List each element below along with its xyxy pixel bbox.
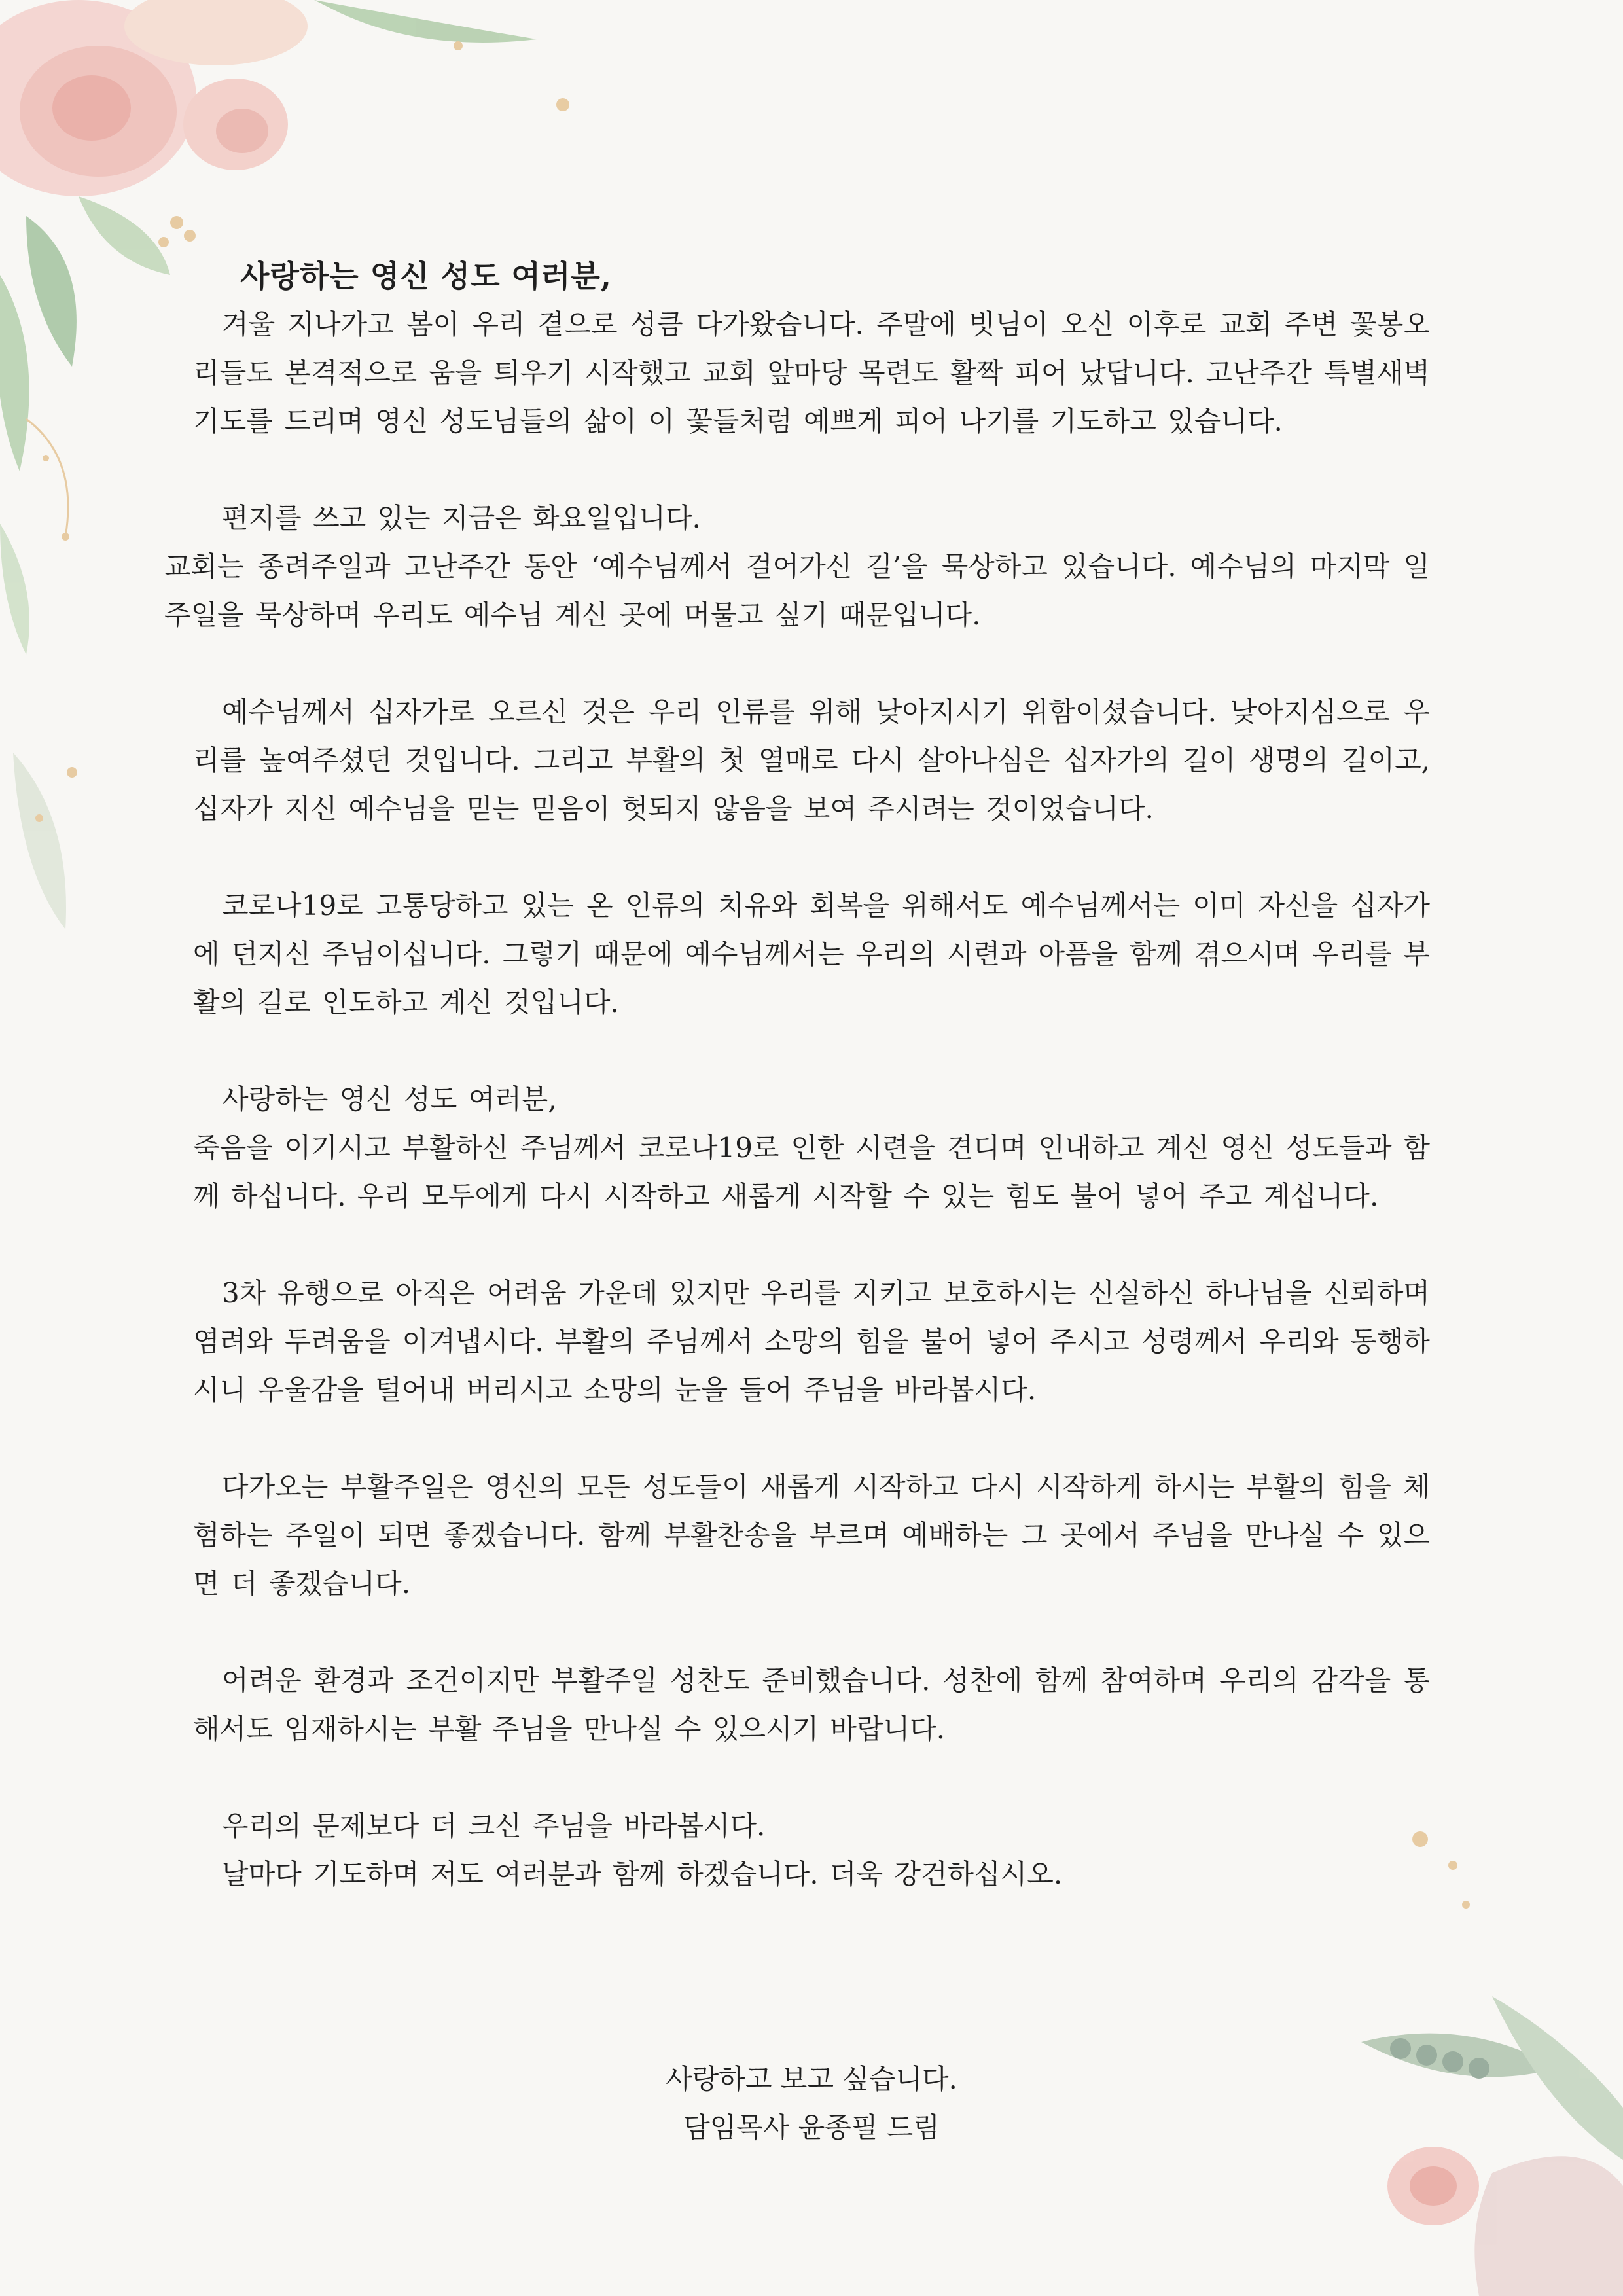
paragraph-6 <box>193 1269 1430 1414</box>
paragraph-text: 교회는 종려주일과 고난주간 동안 ‘예수님께서 걸어가신 길’을 묵상하고 있습니다. 예수님의 마지막 일주일을 묵상하며 우리도 예수님 계신 곳에 머물고 싶기 때문입니다. <box>164 550 1430 631</box>
paragraph-text: 우리의 문제보다 더 크신 주님을 바라봅시다. <box>222 1810 766 1842</box>
paragraph-text: 편지를 쓰고 있는 지금은 화요일입니다. <box>222 502 701 534</box>
paragraph-1 <box>193 300 1430 446</box>
paragraph-5 <box>193 1075 1430 1221</box>
paragraph-text: 예수님께서 십자가로 오르신 것은 우리 인류를 위해 낮아지시기 위함이셨습니다. 낮아지심으로 우리를 높여주셨던 것입니다. 그리고 부활의 첫 열매로 다시 살아나심은 십자가의 길이 생명의 길이고, 십자가 지신 예수님을 믿는 믿음이 헛되지 않음을 보여 주시려는 것이었습니다. <box>193 696 1430 825</box>
letter-closing <box>0 2055 1623 2152</box>
paragraph-text: 죽음을 이기시고 부활하신 주님께서 코로나19로 인한 시련을 견디며 인내하고 계신 영신 성도들과 함께 하십니다. 우리 모두에게 다시 시작하고 새롭게 시작할 수 있는 힘도 불어 넣어 주고 계십니다. <box>193 1132 1430 1212</box>
paragraph-8 <box>193 1657 1430 1753</box>
paragraph-2 <box>164 494 1430 639</box>
paragraph-3 <box>193 688 1430 833</box>
paragraph-text: 코로나19로 고통당하고 있는 온 인류의 치유와 회복을 위해서도 예수님께서는 이미 자신을 십자가에 던지신 주님이십니다. 그렇기 때문에 예수님께서는 우리의 시련과 아픔을 함께 겪으시며 우리를 부활의 길로 인도하고 계신 것입니다. <box>193 889 1430 1018</box>
paragraph-7 <box>193 1463 1430 1608</box>
closing-line: 사랑하고 보고 싶습니다. <box>666 2063 957 2095</box>
paragraph-text: 날마다 기도하며 저도 여러분과 함께 하겠습니다. 더욱 강건하십시오. <box>222 1858 1063 1890</box>
paragraph-text: 어려운 환경과 조건이지만 부활주일 성찬도 준비했습니다. 성찬에 함께 참여하며 우리의 감각을 통해서도 임재하시는 부활 주님을 만나실 수 있으시기 바랍니다. <box>193 1664 1430 1745</box>
paragraph-4 <box>193 882 1430 1027</box>
paragraph-text: 3차 유행으로 아직은 어려움 가운데 있지만 우리를 지키고 보호하시는 신실하신 하나님을 신뢰하며 염려와 두려움을 이겨냅시다. 부활의 주님께서 소망의 힘을 불어 넣어 주시고 성령께서 우리와 동행하시니 우울감을 털어내 버리시고 소망의 눈을 들어 주님을 바라봅시다. <box>193 1277 1430 1406</box>
paragraph-text: 다가오는 부활주일은 영신의 모든 성도들이 새롭게 시작하고 다시 시작하게 하시는 부활의 힘을 체험하는 주일이 되면 좋겠습니다. 함께 부활찬송을 부르며 예배하는 그 곳에서 주님을 만나실 수 있으면 더 좋겠습니다. <box>193 1471 1430 1600</box>
signature: 담임목사 윤종필 드림 <box>683 2111 940 2144</box>
paragraph-text: 겨울 지나가고 봄이 우리 곁으로 성큼 다가왔습니다. 주말에 빗님이 오신 이후로 교회 주변 꽃봉오리들도 본격적으로 움을 틔우기 시작했고 교회 앞마당 목련도 활짝 피어 났답니다. 고난주간 특별새벽기도를 드리며 영신 성도님들의 삶이 이 꽃들처럼 예쁘게 피어 나기를 기도하고 있습니다. <box>193 308 1430 437</box>
letter-body <box>164 252 1430 1899</box>
letter-greeting: 사랑하는 영신 성도 여러분, <box>240 259 612 294</box>
paragraph-text: 사랑하는 영신 성도 여러분, <box>222 1083 557 1115</box>
paragraph-9 <box>193 1802 1430 1899</box>
